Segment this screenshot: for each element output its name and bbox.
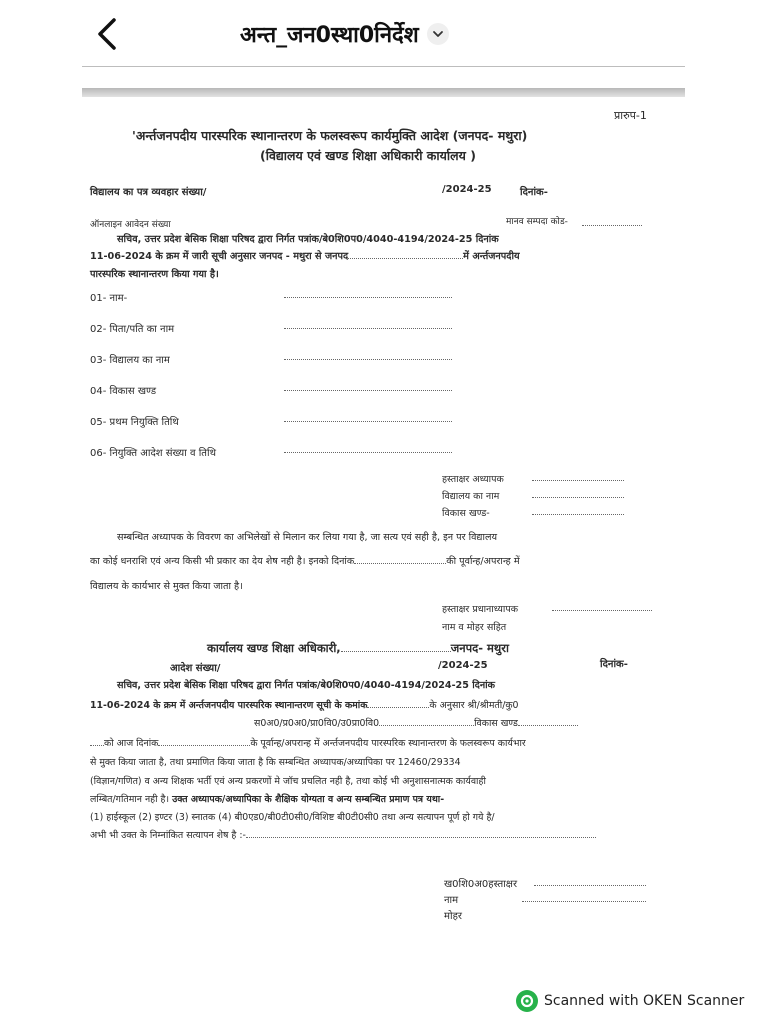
list-serial-blank xyxy=(367,699,429,708)
office-blank xyxy=(341,643,451,652)
teacher-block-blank xyxy=(532,513,624,515)
title-dropdown-button[interactable] xyxy=(427,23,449,45)
school-blank xyxy=(379,717,474,726)
para2-line2-end: की पूर्वान्ह/अपरान्ह में xyxy=(446,556,520,567)
online-application-label: ऑनलाइन आवेदन संख्या xyxy=(90,220,171,230)
principal-seal-label: नाम व मोहर सहित xyxy=(442,622,507,633)
field-block-label: 04- विकास खण्ड xyxy=(90,386,157,397)
beo-signature-label: ख0शि0अ0हस्ताक्षर xyxy=(444,879,518,890)
principal-signature-blank xyxy=(552,609,652,611)
para2-line2-start: का कोई धनराशि एवं अन्य किसी भी प्रकार का देय शेष नही है। इनको दिनांक xyxy=(90,556,355,567)
school-letter-year: /2024-25 xyxy=(442,184,492,195)
app-header xyxy=(0,0,768,68)
beo-signature-blank xyxy=(534,884,646,886)
para3-line5: से मुक्त किया जाता है, तथा प्रमाणित किया जाता है कि सम्बन्धित अध्यापक/अध्यापिका पर 12460/29334 xyxy=(90,757,461,768)
para1-line3: पारस्परिक स्थानान्तरण किया गया है। xyxy=(90,269,219,280)
para3-line3 xyxy=(254,716,578,729)
field-father-blank xyxy=(284,327,452,329)
para2-line3: विद्यालय के कार्यभार से मुक्त किया जाता है। xyxy=(90,581,243,592)
para3-line1: सचिव, उत्तर प्रदेश बेसिक शिक्षा परिषद द्वारा निर्गत पत्रांक/बे0शि0प0/4040-4194/2024-25 दिनांक xyxy=(117,680,496,691)
field-first-appointment-blank xyxy=(284,420,452,422)
oken-scan-icon xyxy=(519,993,535,1009)
para3-line8: (1) हाईस्कूल (2) इण्टर (3) स्नातक (4) बी0एड0/बी0टी0सी0/विशिष्ट बी0टी0सी0 तथा अन्य सत्यापन पूर्ण हो गये है/ xyxy=(90,812,495,823)
beo-name-blank xyxy=(522,900,646,902)
school-letter-date-label: दिनांक- xyxy=(520,187,548,198)
para3-line3-end: विकास खण्ड xyxy=(474,718,518,729)
para3-line4-end: के पूर्वान्ह/अपरान्ह में अर्न्तजनपदीय पारस्परिक स्थानान्तरण के फलस्वरूप कार्यभार xyxy=(250,738,526,749)
para3-line7 xyxy=(90,792,444,805)
teacher-block-label: विकास खण्ड- xyxy=(442,508,490,519)
teacher-school-label: विद्यालय का नाम xyxy=(442,491,500,502)
para1-line2 xyxy=(90,249,520,262)
beo-name-label: नाम xyxy=(444,895,459,906)
order-year: /2024-25 xyxy=(438,660,488,671)
field-school-blank xyxy=(284,358,452,360)
order-number-label: आदेश संख्या/ xyxy=(170,663,221,674)
block-blank xyxy=(518,717,578,726)
oken-logo-icon xyxy=(516,990,538,1012)
office-name: कार्यालय खण्ड शिक्षा अधिकारी, xyxy=(207,641,341,655)
back-button[interactable] xyxy=(90,14,126,54)
field-first-appointment-label: 05- प्रथम नियुक्ति तिथि xyxy=(90,417,179,428)
para3-line6: (विज्ञान/गणित) व अन्य शिक्षक भर्ती एवं अन्य प्रकरणों मे जॉच प्रचलित नही है, तथा कोई भी अनुशासनात्मक कार्यवाही xyxy=(90,776,486,787)
scanned-page xyxy=(82,84,685,984)
leading-blank xyxy=(90,737,104,746)
school-letter-label: विद्यालय का पत्र व्यवहार संख्या/ xyxy=(90,187,207,198)
header-divider xyxy=(82,66,685,67)
field-name-label: 01- नाम- xyxy=(90,293,128,304)
field-appointment-order-blank xyxy=(284,451,452,453)
field-block-blank xyxy=(284,389,452,391)
chevron-down-icon xyxy=(432,28,444,40)
teacher-signature-blank xyxy=(532,479,624,481)
relieve-date-blank xyxy=(354,555,446,564)
manav-sampada-blank xyxy=(582,224,642,226)
scanner-watermark xyxy=(516,990,744,1012)
para3-line2 xyxy=(90,698,519,711)
pending-verification-blank xyxy=(246,829,596,838)
para3-line7-end: उक्त अध्यापक/अध्यापिका के शैक्षिक योग्यता व अन्य सम्बन्धित प्रमाण पत्र यथा- xyxy=(172,794,445,805)
para3-line2-end: के अनुसार श्री/श्रीमती/कु0 xyxy=(429,700,519,711)
para3-line2-start: 11-06-2024 के क्रम में अर्न्तजनपदीय पारस्परिक स्थानान्तरण सूची के कमांक xyxy=(90,700,368,711)
teacher-signature-label: हस्ताक्षर अध्यापक xyxy=(442,474,504,485)
para2-line2 xyxy=(90,554,520,567)
para3-line9-text: अभी भी उक्त के निम्नांकित सत्यापन शेष है :- xyxy=(90,830,246,841)
para3-line7-start: लम्बित/गतिमान नही है। xyxy=(90,794,170,805)
office-district: जनपद- मथुरा xyxy=(450,641,509,655)
teacher-school-blank xyxy=(532,496,624,498)
proforma-label: प्रारुप-1 xyxy=(614,109,647,122)
para1-line2-start: 11-06-2024 के क्रम में जारी सूची अनुसार जनपद - मथुरा से जनपद xyxy=(90,251,349,262)
field-appointment-order-label: 06- नियुक्ति आदेश संख्या व तिथि xyxy=(90,448,216,459)
chevron-left-icon xyxy=(90,14,126,54)
principal-signature-label: हस्ताक्षर प्रधानाध्यापक xyxy=(442,604,519,615)
para1-line2-end: में अर्न्तजनपदीय xyxy=(463,251,520,262)
para3-line9 xyxy=(90,828,596,841)
para3-line4 xyxy=(90,736,526,749)
para2-line1: सम्बन्धित अध्यापक के विवरण का अभिलेखों से मिलान कर लिया गया है, जा सत्य एवं सही है, इन पर विद्यालय xyxy=(117,532,498,543)
scan-top-edge xyxy=(82,88,685,97)
today-date-blank xyxy=(158,737,250,746)
form-heading-line1: 'अर्न्तजनपदीय पारस्परिक स्थानान्तरण के फलस्वरूप कार्यमुक्ति आदेश (जनपद- मथुरा) xyxy=(132,128,528,143)
manav-sampada-label: मानव सम्पदा कोड- xyxy=(506,217,568,227)
office-line xyxy=(207,641,509,656)
form-heading-line2: (विद्यालय एवं खण्ड शिक्षा अधिकारी कार्यालय ) xyxy=(260,148,476,163)
para1-line1: सचिव, उत्तर प्रदेश बेसिक शिक्षा परिषद द्वारा निर्गत पत्रांक/बे0शि0प0/4040-4194/2024-25 दिनांक xyxy=(117,234,499,245)
district-blank xyxy=(348,250,463,259)
beo-seal-label: मोहर xyxy=(444,911,462,922)
document-title: अन्त_जन0स्था0निर्देश xyxy=(240,23,419,48)
scanner-text: Scanned with OKEN Scanner xyxy=(544,993,745,1009)
para3-line4-start: को आज दिनांक xyxy=(104,738,159,749)
field-name-blank xyxy=(284,296,452,298)
field-school-label: 03- विद्यालय का नाम xyxy=(90,355,170,366)
para3-line3-start: स0अ0/प्र0अ0/प्रा0वि0/उ0प्रा0वि0 xyxy=(254,718,380,729)
title-group xyxy=(240,14,449,54)
order-date-label: दिनांक- xyxy=(600,659,628,670)
field-father-label: 02- पिता/पति का नाम xyxy=(90,324,175,335)
